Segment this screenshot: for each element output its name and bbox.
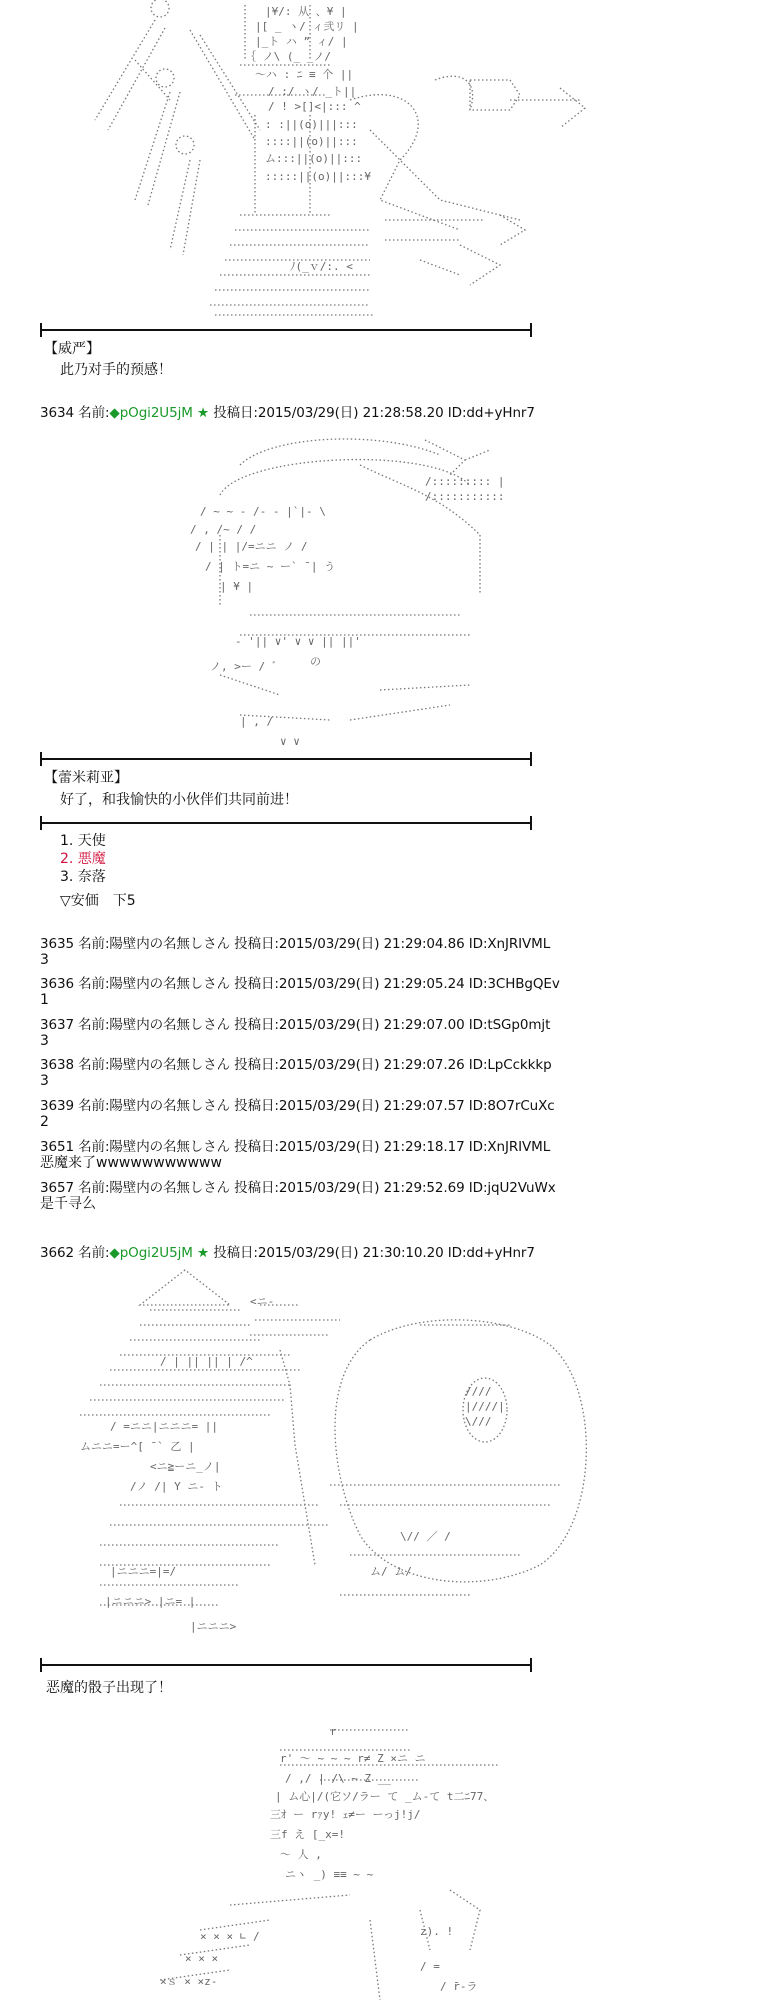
svg-text:の: の xyxy=(310,655,321,668)
svg-text:|¥/: 从 、¥ |: |¥/: 从 、¥ | xyxy=(265,5,347,18)
svg-text:三f え [_x=!: 三f え [_x=! xyxy=(270,1828,345,1841)
post-header-3634 xyxy=(40,405,535,422)
reply-body: 是千寻么 xyxy=(40,1196,96,1212)
post-number: 3662 xyxy=(40,1245,74,1261)
reply-header: 3657 名前:陽壁内の名無しさん 投稿日:2015/03/29(日) 21:29:52.69 ID:jqU2VuWx xyxy=(40,1180,556,1196)
svg-text:: :||(o)|||:::: : :||(o)|||::: xyxy=(265,118,358,131)
svg-text:×ｓ × ×z-: ×ｓ × ×z- xyxy=(160,1975,218,1988)
reply-header: 3651 名前:陽壁内の名無しさん 投稿日:2015/03/29(日) 21:29:18.17 ID:XnJRIVML xyxy=(40,1139,551,1155)
svg-text:/ ! >[]<|::: ^: / ! >[]<|::: ^ xyxy=(268,100,361,113)
svg-text:| , /: | , / xyxy=(240,715,274,728)
svg-text:/ , /~ / /: / , /~ / / xyxy=(190,523,257,536)
svg-text:ニヽ _) ≡≡ ~ ~: ニヽ _) ≡≡ ~ ~ xyxy=(285,1868,374,1881)
svg-text:|////|: |////| xyxy=(465,1400,505,1413)
post-meta: 投稿日:2015/03/29(日) 21:30:10.20 ID:dd+yHnr7 xyxy=(213,1245,535,1261)
svg-text:|[ _ ヽ/ ィ弐リ |: |[ _ ヽ/ ィ弐リ | xyxy=(255,20,359,33)
svg-text:/::::::::: |: /::::::::: | xyxy=(425,475,505,488)
section-divider xyxy=(40,822,532,824)
svg-text:× × ×: × × × xyxy=(185,1952,219,1965)
section-divider xyxy=(40,758,532,760)
speaker-label: 【威严】 xyxy=(44,341,100,357)
tripcode[interactable]: ◆pOgi2U5jM ★ xyxy=(109,405,209,421)
svg-text:ムニニ=ー^[ ̄ ` 乙 |: ムニニ=ー^[ ̄ ` 乙 | xyxy=(80,1440,195,1453)
svg-text::::::||(o)||:::¥: :::::||(o)||:::¥ xyxy=(265,170,371,183)
svg-text:::::||(o)||:::: ::::||(o)||::: xyxy=(265,135,358,148)
reply-body: 3 xyxy=(40,952,49,968)
svg-text:/ ,/ | /\ ~ Z __: / ,/ | /\ ~ Z __ xyxy=(285,1772,391,1785)
reply-body: 3 xyxy=(40,1073,49,1089)
choice-item-3: 3. 奈落 xyxy=(60,869,106,885)
section-divider xyxy=(40,1664,532,1666)
ascii-art-remilia xyxy=(180,425,510,755)
speaker-line: 好了，和我愉快的小伙伴们共同前进！ xyxy=(60,792,298,808)
svg-text:/ | | |/=ニニ ノ /: / | | |/=ニニ ノ / xyxy=(195,540,308,553)
svg-text:r' 〜 ~ ~ ~ r≠ Z ×ニ ニ: r' 〜 ~ ~ ~ r≠ Z ×ニ ニ xyxy=(280,1752,426,1765)
svg-text:/ノ /| Y ニ- ト: /ノ /| Y ニ- ト xyxy=(130,1480,223,1493)
ascii-art-character-bottom xyxy=(120,1720,580,2000)
svg-text:/ | ト=ニ ~ ー` ̄ | う: / | ト=ニ ~ ー` ̄ | う xyxy=(205,560,336,573)
svg-text:<ニ-: <ニ- xyxy=(250,1295,275,1308)
svg-text:|_ト ハ ” ィ/ |: |_ト ハ ” ィ/ | xyxy=(255,35,348,48)
speaker-line: 此乃对手的预感！ xyxy=(60,362,172,378)
closing-line: 恶魔的骰子出现了！ xyxy=(46,1680,172,1696)
reply-header: 3638 名前:陽壁内の名無しさん 投稿日:2015/03/29(日) 21:29:07.26 ID:LpCckkkp xyxy=(40,1057,552,1073)
choice-item-2: 2. 悪魔 xyxy=(60,851,106,867)
svg-text:r: r xyxy=(330,1725,337,1738)
svg-text:/ | || || | /^: / | || || | /^ xyxy=(160,1355,253,1368)
svg-text:|ニニニ> |ニ= |: |ニニニ> |ニ= | xyxy=(105,1595,196,1608)
svg-text:| ¥ |: | ¥ | xyxy=(220,580,254,593)
svg-text:<ニ≧ーニ_ノ|: <ニ≧ーニ_ノ| xyxy=(150,1460,221,1473)
reply-body: 3 xyxy=(40,1033,49,1049)
post-meta: 投稿日:2015/03/29(日) 21:28:58.20 ID:dd+yHnr7 xyxy=(213,405,535,421)
svg-text:- '|| ∨' ∨ ∨ || ||': - '|| ∨' ∨ ∨ || ||' xyxy=(235,635,361,648)
post-header-3662 xyxy=(40,1245,535,1262)
svg-text:/ =: / = xyxy=(420,1960,440,1973)
name-label: 名前: xyxy=(78,405,110,421)
post-number: 3634 xyxy=(40,405,74,421)
svg-text:/ ~ ~ - /- - |`|- \: / ~ ~ - /- - |`|- \ xyxy=(200,505,326,518)
svg-text:三ｵ ー rｧy! ｪ≠ー: 三ｵ ー rｧy! ｪ≠ー ーっj!j/ xyxy=(270,1808,421,1821)
svg-text:/ =ニニ|ニニニ= ||: / =ニニ|ニニニ= || xyxy=(110,1420,218,1433)
choice-item-1: 1. 天使 xyxy=(60,833,106,849)
svg-text:////: //// xyxy=(465,1385,492,1398)
svg-text:｛ ノ\ (_ _ノ/: ｛ ノ\ (_ _ノ/ xyxy=(245,50,331,63)
svg-text:\///: \/// xyxy=(465,1415,492,1428)
svg-text:\// ／ /: \// ／ / xyxy=(400,1530,451,1543)
svg-text:|ニニニ=|=/: |ニニニ=|=/ xyxy=(110,1565,177,1578)
svg-text:∨ ∨: ∨ ∨ xyxy=(280,735,300,748)
svg-text:/:::::::::::: /::::::::::: xyxy=(425,490,505,503)
svg-text:～ハ : ﾆ ≡ 个 ||: ～ハ : ﾆ ≡ 个 || xyxy=(255,68,354,81)
anka-note: ▽安価 下5 xyxy=(60,893,136,909)
svg-text:z). !: z). ! xyxy=(420,1925,454,1938)
reply-header: 3635 名前:陽壁内の名無しさん 投稿日:2015/03/29(日) 21:29:04.86 ID:XnJRIVML xyxy=(40,936,551,952)
svg-text:× × × ∟ /: × × × ∟ / xyxy=(200,1930,260,1943)
svg-text:ム/ ム/: ム/ ム/ xyxy=(370,1565,412,1578)
reply-header: 3639 名前:陽壁内の名無しさん 投稿日:2015/03/29(日) 21:29:07.57 ID:8O7rCuXc xyxy=(40,1098,555,1114)
section-divider xyxy=(40,329,532,331)
svg-text:ﾉ(_ｖ/:. <: ﾉ(_ｖ/:. < xyxy=(290,260,353,273)
name-label: 名前: xyxy=(78,1245,110,1261)
svg-text:/ ̄r-ラ: / ̄r-ラ xyxy=(440,1980,478,1993)
reply-body: 恶魔来了wwwwwwwwwww xyxy=(40,1155,222,1171)
reply-body: 1 xyxy=(40,992,49,1008)
ascii-art-demon-dice xyxy=(40,1265,580,1645)
tripcode[interactable]: ◆pOgi2U5jM ★ xyxy=(109,1245,209,1261)
reply-header: 3637 名前:陽壁内の名無しさん 投稿日:2015/03/29(日) 21:29:07.00 ID:tSGp0mjt xyxy=(40,1017,551,1033)
ascii-art-crest xyxy=(40,0,560,325)
speaker-label: 【蕾米莉亚】 xyxy=(44,770,128,786)
svg-text:〜 人 ,: 〜 人 , xyxy=(280,1848,322,1861)
svg-text:ノ, >ー / ゛: ノ, >ー / ゛ xyxy=(210,660,283,673)
svg-text:|ニニニ>: |ニニニ> xyxy=(190,1620,237,1633)
reply-body: 2 xyxy=(40,1114,49,1130)
reply-header: 3636 名前:陽壁内の名無しさん 投稿日:2015/03/29(日) 21:29:05.24 ID:3CHBgQEv xyxy=(40,976,560,992)
svg-text:ム:::||(o)||:::: ム:::||(o)||::: xyxy=(265,152,363,165)
svg-text:/ :/ ヽ/ _ト||: / :/ ヽ/ _ト|| xyxy=(268,85,357,98)
svg-text:| ム心|/(它ソ/ラー て _ム-て t二ﾆ7: | ム心|/(它ソ/ラー て _ム-て t二ﾆ77、 xyxy=(275,1790,495,1803)
